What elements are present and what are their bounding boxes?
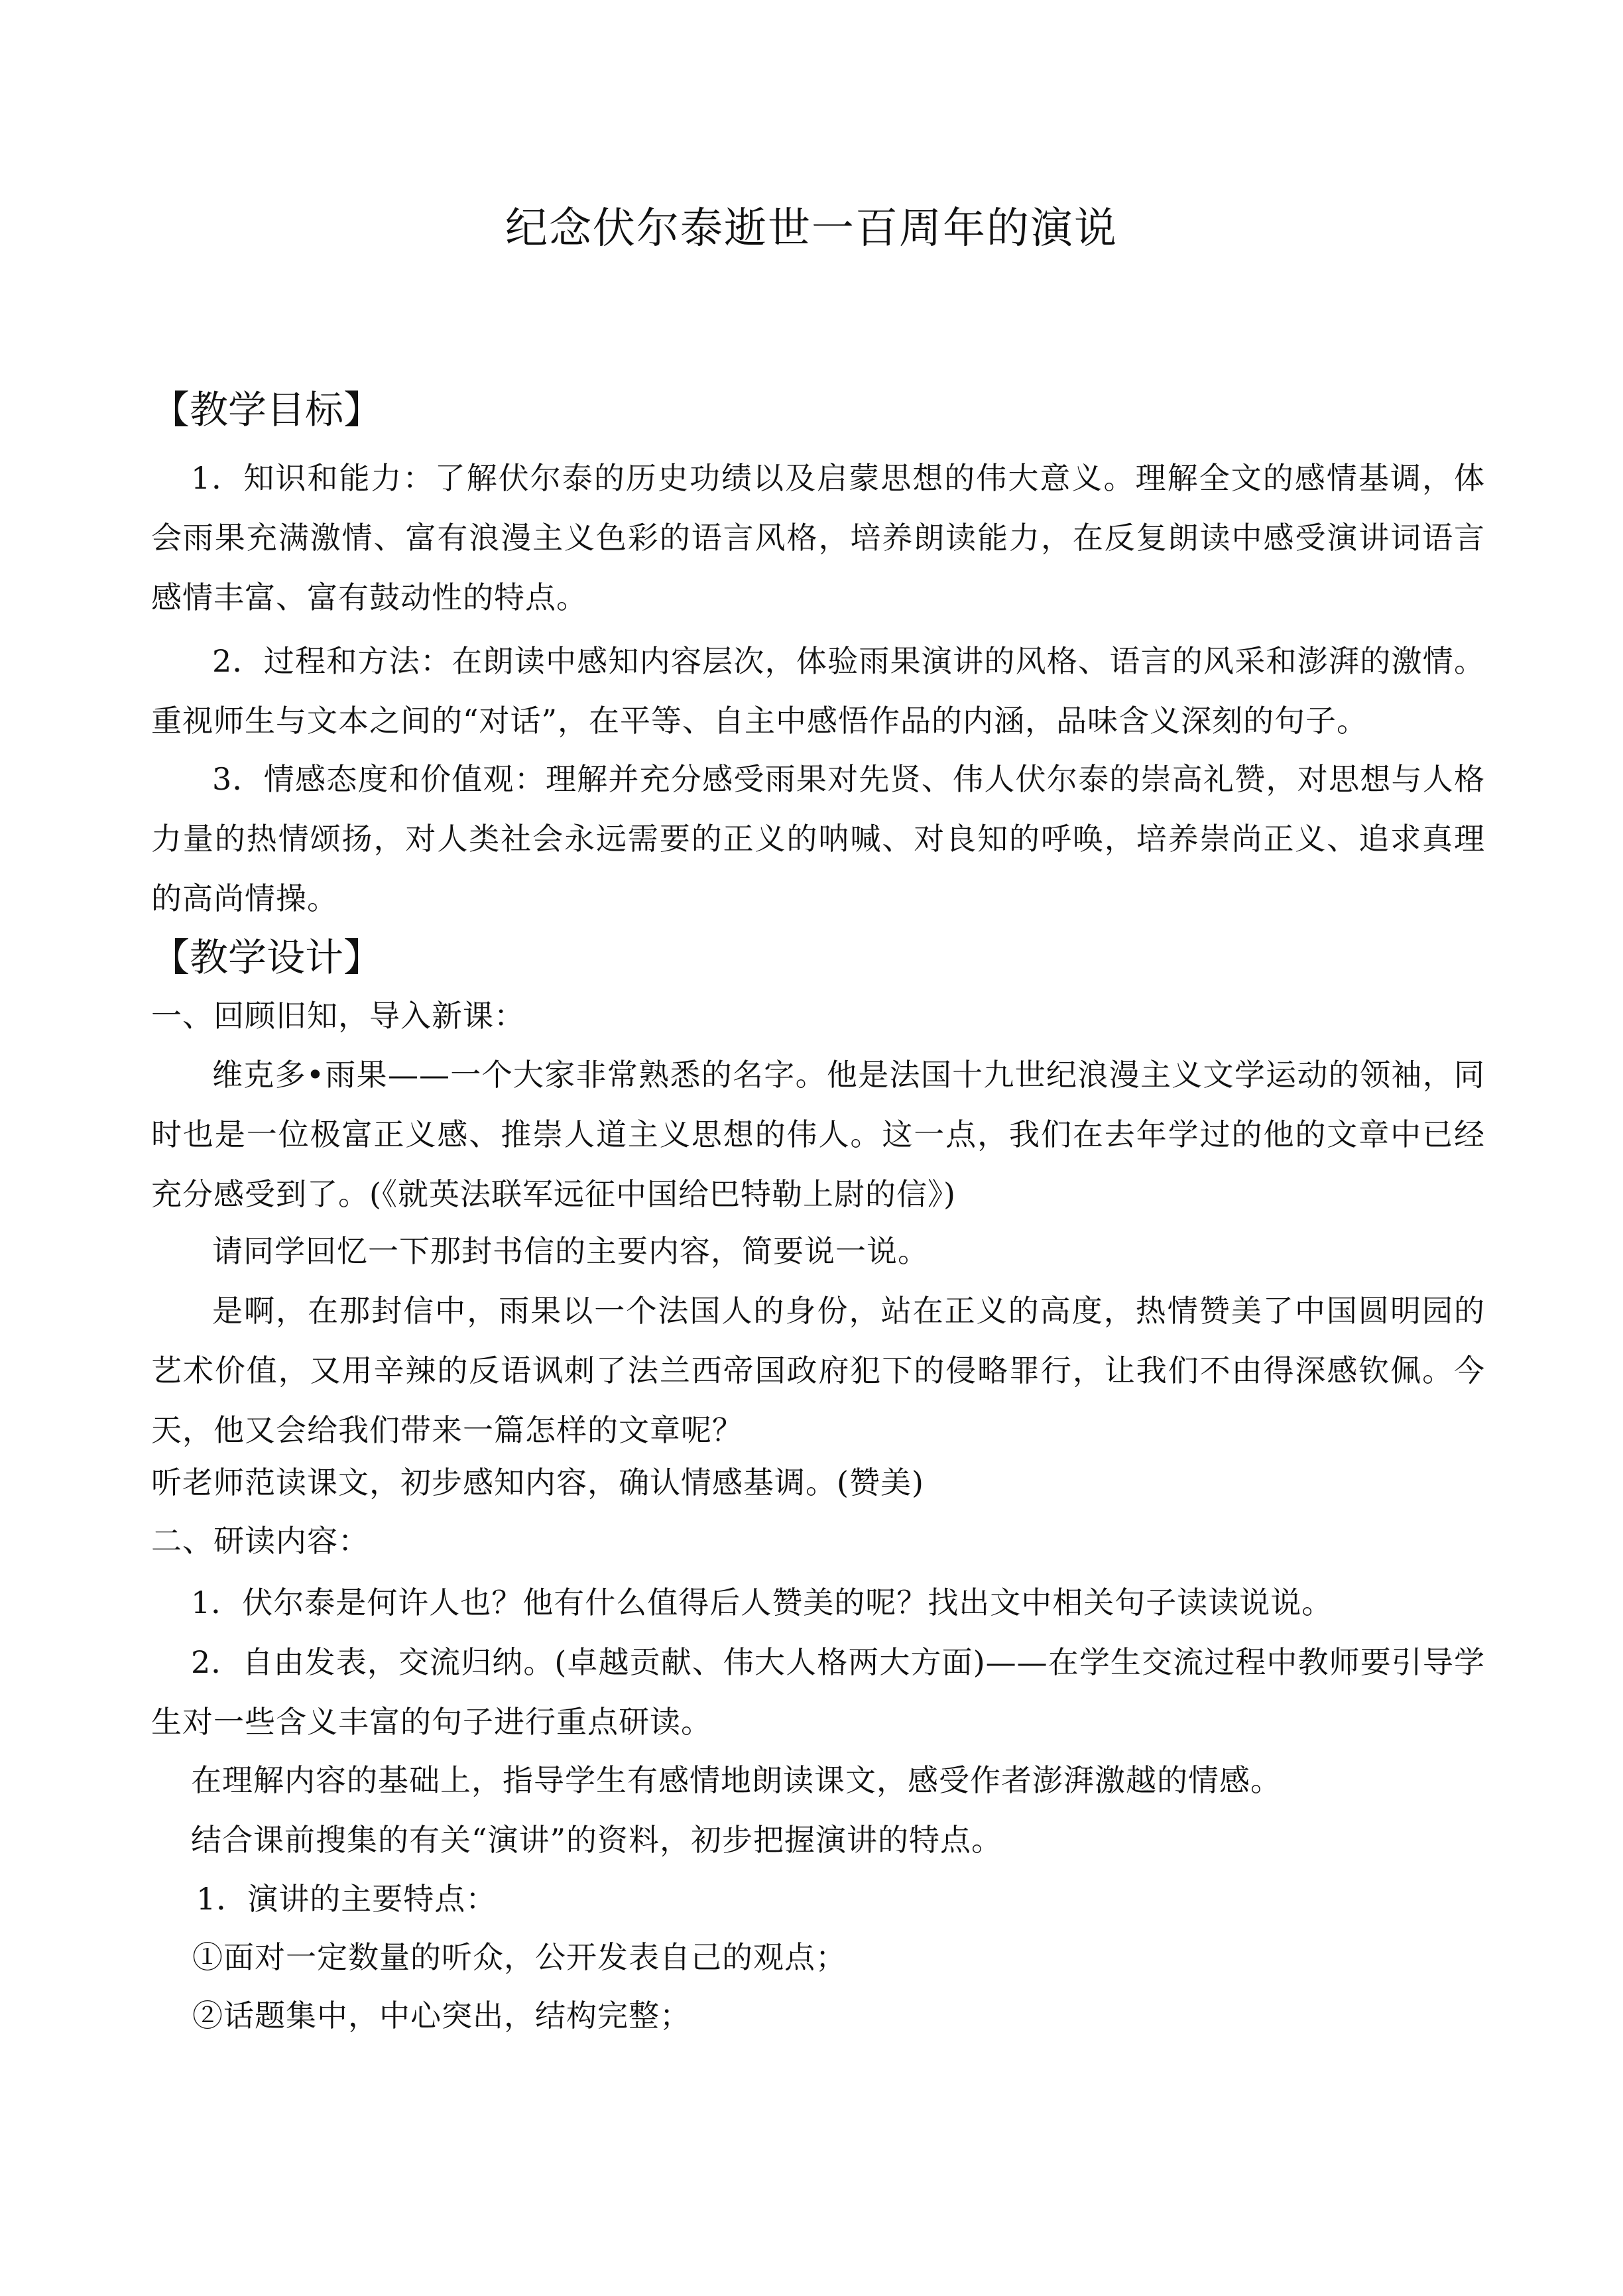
part2-paragraph-4: 结合课前搜集的有关“演讲”的资料，初步把握演讲的特点。 (191, 1822, 1003, 1858)
objective-item-3: 3．情感态度和价值观：理解并充分感受雨果对先贤、伟人伏尔泰的崇高礼赞，对思想与人格力量的热情颂扬，对人类社会永远需要的正义的呐喊、对良知的呼唤，培养崇尚正义、追求真理的高尚情操。 (151, 761, 1485, 916)
features-heading: 1．演讲的主要特点： (196, 1881, 497, 1917)
objective-item-1: 1．知识和能力：了解伏尔泰的历史功绩以及启蒙思想的伟大意义。理解全文的感情基调，体会雨果充满激情、富有浪漫主义色彩的语言风格，培养朗读能力，在反复朗读中感受演讲词语言感情丰富、富有鼓动性的特点。 (151, 460, 1485, 615)
part1-paragraph-4: 听老师范读课文，初步感知内容，确认情感基调。(赞美) (151, 1465, 924, 1500)
part1-paragraph-3: 是啊，在那封信中，雨果以一个法国人的身份，站在正义的高度，热情赞美了中国圆明园的艺术价值，又用辛辣的反语讽刺了法兰西帝国政府犯下的侵略罪行，让我们不由得深感钦佩。今天，他又会给我们带来一篇怎样的文章呢？ (151, 1293, 1485, 1448)
feature-item-2: ②话题集中，中心突出，结构完整； (192, 1998, 691, 2033)
objectives-heading: 【教学目标】 (151, 387, 383, 432)
part2-paragraph-3: 在理解内容的基础上，指导学生有感情地朗读课文，感受作者澎湃激越的情感。 (191, 1762, 1282, 1798)
part2-question-2: 2．自由发表，交流归纳。(卓越贡献、伟大人格两大方面)——在学生交流过程中教师要引导学生对一些含义丰富的句子进行重点研读。 (151, 1644, 1485, 1740)
objective-item-2: 2．过程和方法：在朗读中感知内容层次，体验雨果演讲的风格、语言的风采和澎湃的激情。重视师生与文本之间的“对话”，在平等、自主中感悟作品的内涵，品味含义深刻的句子。 (151, 643, 1485, 739)
part2-question-1: 1．伏尔泰是何许人也？他有什么值得后人赞美的呢？找出文中相关句子读读说说。 (191, 1585, 1333, 1620)
feature-item-1: ①面对一定数量的听众，公开发表自己的观点； (192, 1939, 847, 1975)
part1-paragraph-2: 请同学回忆一下那封书信的主要内容，简要说一说。 (212, 1233, 929, 1269)
part1-paragraph-1: 维克多•雨果——一个大家非常熟悉的名字。他是法国十九世纪浪漫主义文学运动的领袖，同时也是一位极富正义感、推崇人道主义思想的伟人。这一点，我们在去年学过的他的文章中已经充分感受到了。(《就英法联军远征中国给巴特勒上尉的信》) (151, 1057, 1485, 1212)
part2-heading: 二、研读内容： (151, 1523, 369, 1559)
page-title: 纪念伏尔泰逝世一百周年的演说 (505, 204, 1118, 253)
design-heading: 【教学设计】 (151, 935, 383, 980)
part1-heading: 一、回顾旧知，导入新课： (151, 998, 525, 1034)
